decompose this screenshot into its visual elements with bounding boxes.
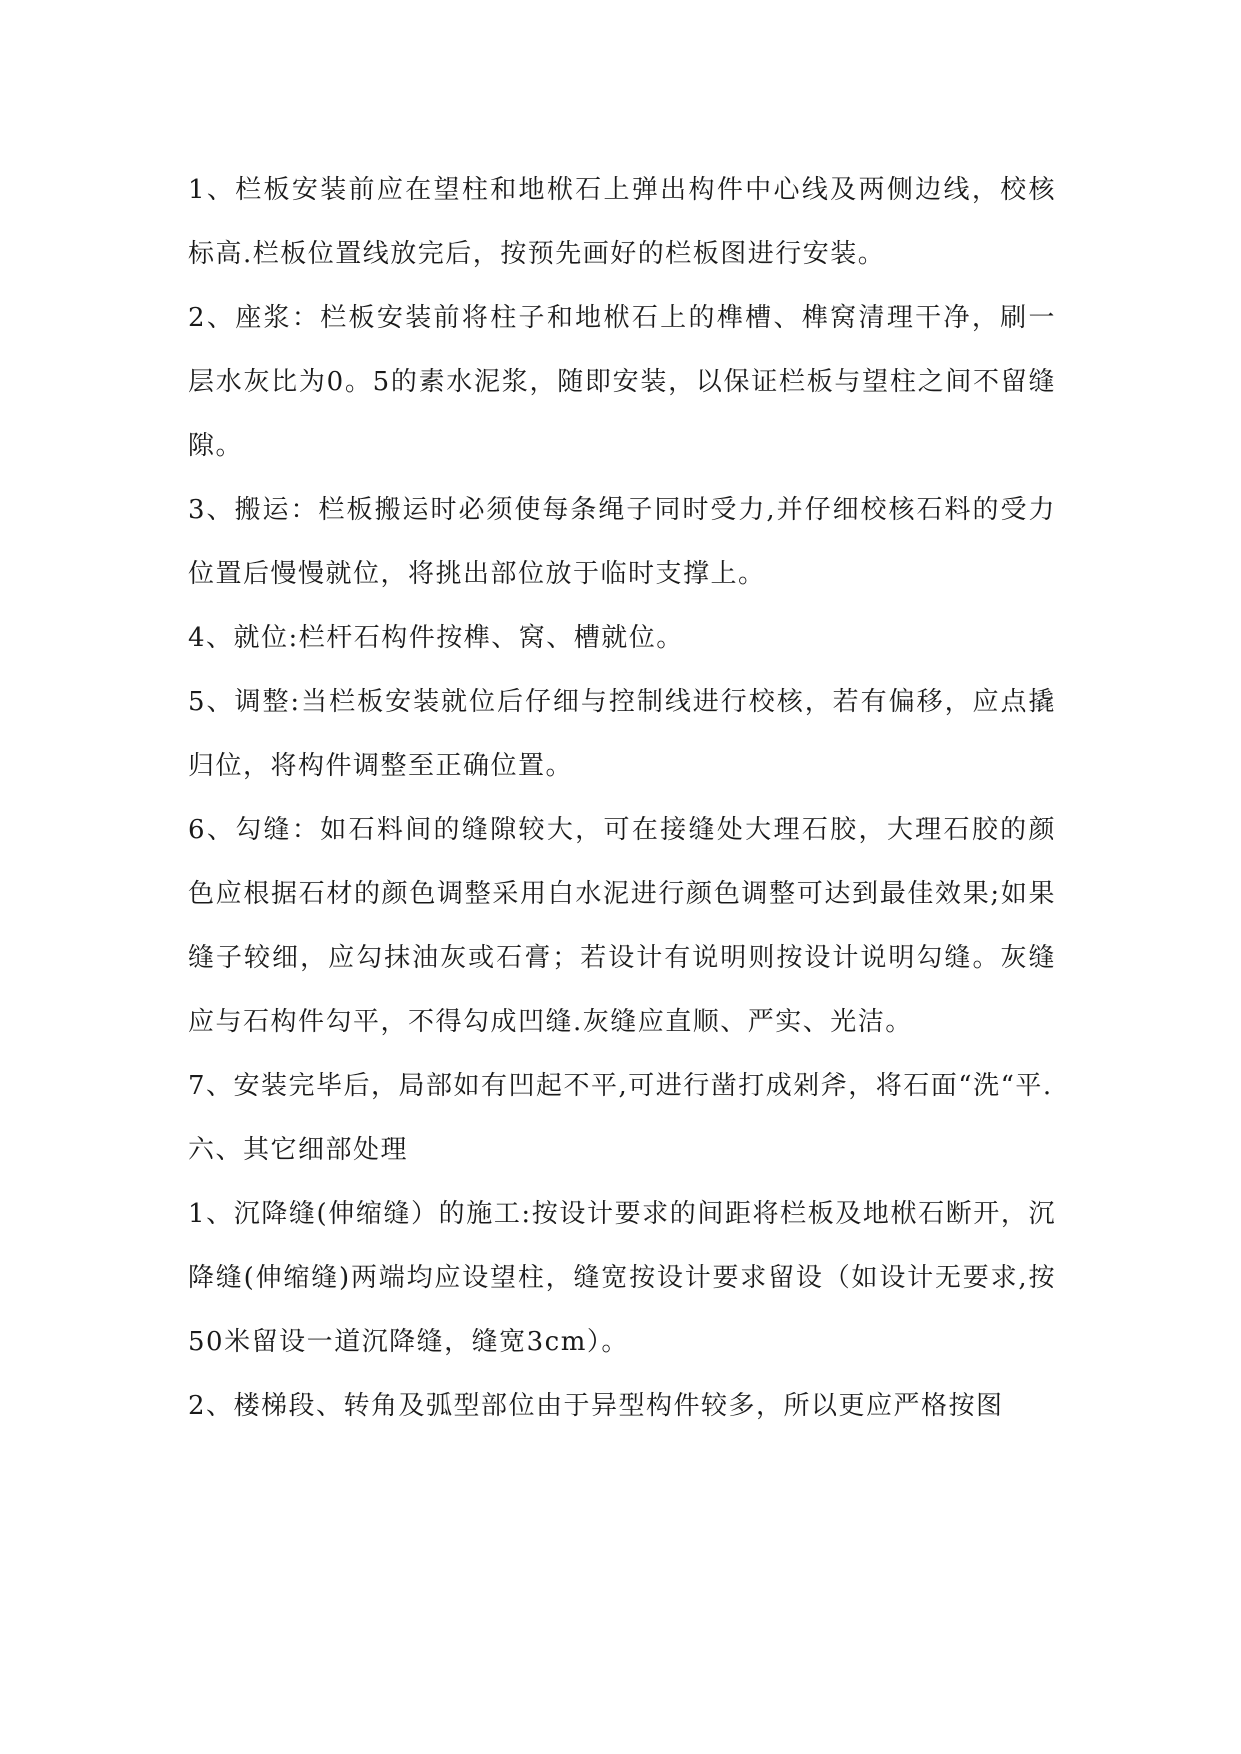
paragraph-4: 4、就位:栏杆石构件按榫、窝、槽就位。 <box>188 623 684 653</box>
paragraph-8: 1、沉降缝(伸缩缝）的施工:按设计要求的间距将栏板及地栿石断开，沉降缝(伸缩缝)两端均应设望柱，缝宽按设计要求留设（如设计无要求,按50米留设一道沉降缝，缝宽3cm）。 <box>188 1199 1056 1357</box>
document-body <box>188 158 1056 1438</box>
paragraph-2: 2、座浆：栏板安装前将柱子和地栿石上的榫槽、榫窝清理干净，刷一层水灰比为0。5的素水泥浆，随即安装，以保证栏板与望柱之间不留缝隙。 <box>188 303 1056 461</box>
paragraph-3: 3、搬运：栏板搬运时必须使每条绳子同时受力,并仔细校核石料的受力位置后慢慢就位，将挑出部位放于临时支撑上。 <box>188 495 1056 589</box>
paragraph-9: 2、楼梯段、转角及弧型部位由于异型构件较多，所以更应严格按图 <box>188 1391 1004 1421</box>
paragraph-6: 6、勾缝：如石料间的缝隙较大，可在接缝处大理石胶，大理石胶的颜色应根据石材的颜色调整采用白水泥进行颜色调整可达到最佳效果;如果缝子较细，应勾抹油灰或石膏；若设计有说明则按设计说明勾缝。灰缝应与石构件勾平，不得勾成凹缝.灰缝应直顺、严实、光洁。 <box>188 815 1056 1037</box>
section-heading: 六、其它细部处理 <box>188 1135 409 1165</box>
paragraph-7: 7、安装完毕后，局部如有凹起不平,可进行凿打成剁斧，将石面“洗“平. <box>188 1071 1053 1101</box>
paragraph-5: 5、调整:当栏板安装就位后仔细与控制线进行校核，若有偏移，应点撬归位，将构件调整至正确位置。 <box>188 687 1056 781</box>
paragraph-1: 1、栏板安装前应在望柱和地栿石上弹出构件中心线及两侧边线，校核标高.栏板位置线放完后，按预先画好的栏板图进行安装。 <box>188 175 1056 269</box>
